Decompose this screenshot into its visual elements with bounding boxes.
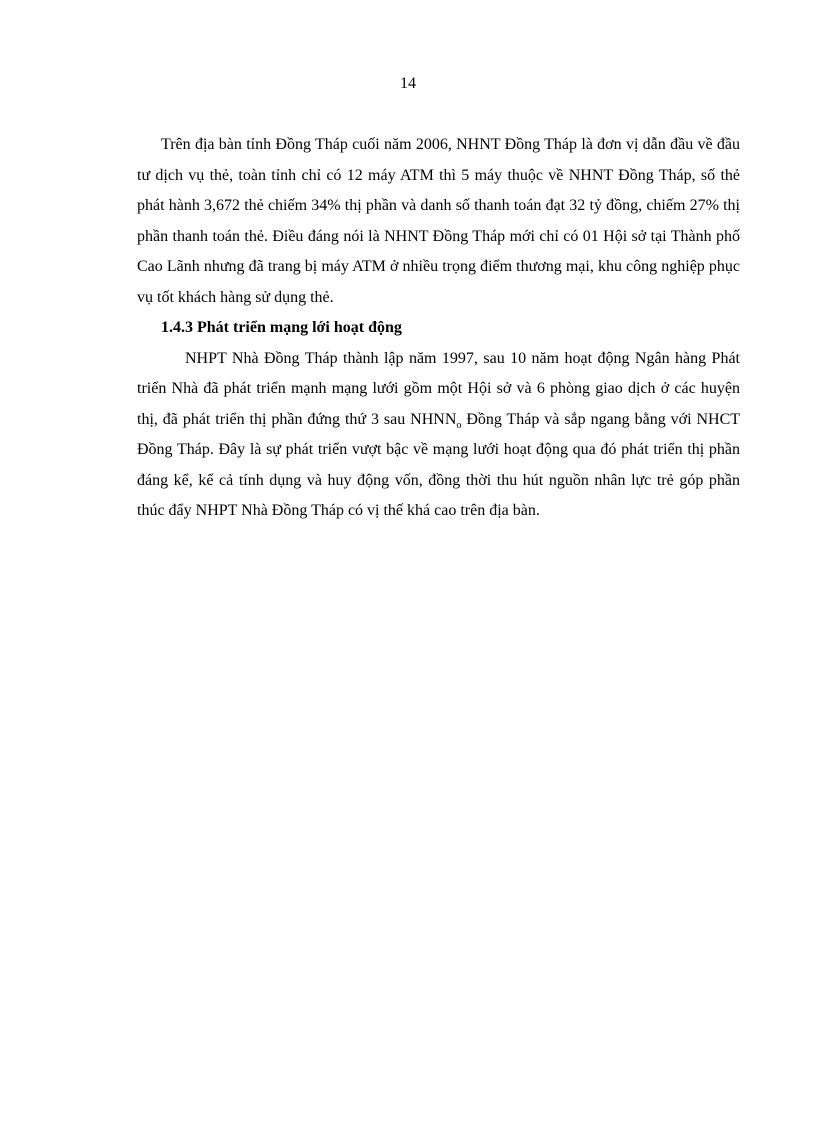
page-number: 14 [400,75,416,92]
body-text [137,130,740,527]
paragraph-network-development [137,344,740,527]
section-heading: 1.4.3 Phát triển mạng lới hoạt động [161,319,402,336]
paragraph-text-part: NHPT Nhà Đồng Tháp thành lập năm 1997, sau 10 năm hoạt động Ngân hàng Phát triển Nhà đã phát triển mạnh mạng lưới gồm một Hội sở và 6 phòng giao dịch ở các huyện thị, đã phát triển thị phần đứng thứ 3 sau NHNN [137,349,740,428]
paragraph-text-part: Đồng Tháp và sắp ngang bằng với NHCT Đồng Tháp. Đây là sự phát triển vượt bậc về mạng lưới hoạt động qua đó phát triển thị phần đáng kể, kể cả tính dụng và huy động vốn, đồng thời thu hút nguồn nhân lực trẻ góp phần thúc đẩy NHPT Nhà Đồng Tháp có vị thế khá cao trên địa bàn. [137,410,741,519]
paragraph-card-services: Trên địa bàn tỉnh Đồng Tháp cuối năm 2006, NHNT Đồng Tháp là đơn vị dẫn đầu về đầu tư dịch vụ thẻ, toàn tỉnh chỉ có 12 máy ATM thì 5 máy thuộc về NHNT Đồng Tháp, số thẻ phát hành 3,672 thẻ chiếm 34% thị phần và danh số thanh toán đạt 32 tỷ đồng, chiếm 27% thị phần thanh toán thẻ. Điều đáng nói là NHNT Đồng Tháp mới chỉ có 01 Hội sở tại Thành phố Cao Lãnh nhưng đã trang bị máy ATM ở nhiều trọng điểm thương mại, khu công nghiệp phục vụ tốt khách hàng sử dụng thẻ. [137,136,740,306]
subscript: o [456,419,462,431]
